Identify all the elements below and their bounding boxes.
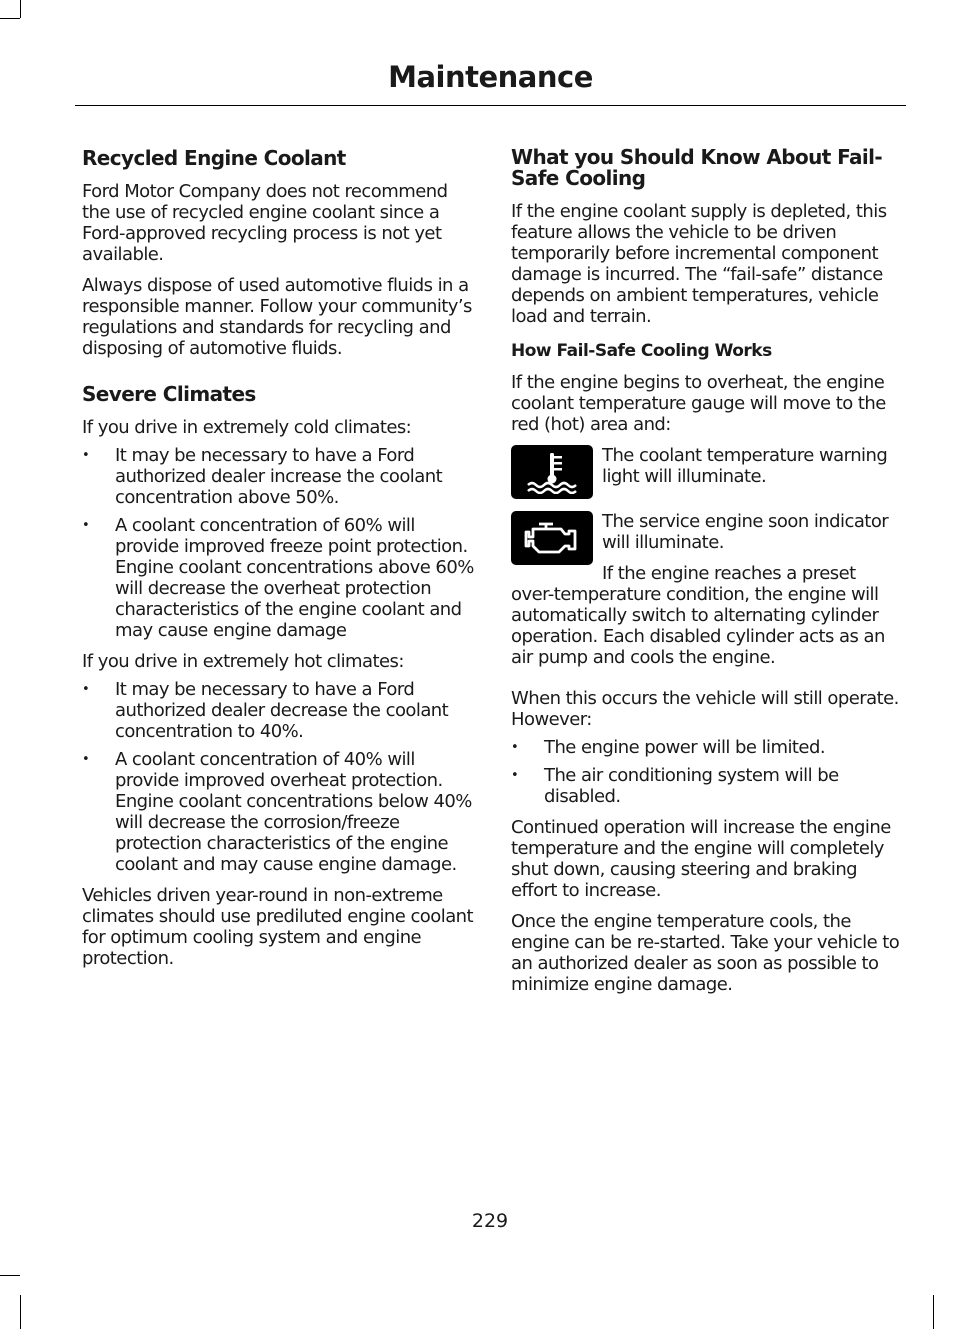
crop-mark-bottom-left-v: [20, 1295, 21, 1329]
crop-mark-top-left-v: [20, 0, 21, 18]
crop-mark-bottom-left-h: [0, 1275, 20, 1276]
coolant-light-row: [511, 445, 903, 505]
list-item: • It may be necessary to have a Ford authorized dealer decrease the coolant concentration to 40%.: [82, 679, 474, 742]
header-rule: [75, 105, 906, 106]
page-title: Maintenance: [388, 60, 593, 94]
climates-closing: Vehicles driven year-round in non-extreme climates should use prediluted engine coolant for optimum cooling system and engine protection.: [82, 885, 474, 969]
spacer: [82, 369, 474, 383]
when-occurs-text: When this occurs the vehicle will still operate. However:: [511, 688, 899, 730]
over-temperature-text: If the engine reaches a preset over-temperature condition, the engine will automatically switch to alternating cylinder operation. Each disabled cylinder acts as an air pump and cools the engine.: [511, 563, 885, 668]
page-number: 229: [471, 1210, 509, 1232]
right-column: [511, 147, 903, 1005]
coolant-temperature-warning-icon: [511, 445, 593, 499]
service-engine-soon-icon: [511, 511, 593, 565]
engine-light-block: [511, 511, 903, 668]
left-column: [82, 147, 474, 979]
how-failsafe-heading: How Fail-Safe Cooling Works: [511, 341, 772, 361]
engine-cools-text: Once the engine temperature cools, the engine can be re-started. Take your vehicle to an authorized dealer as soon as possible to minimize engine damage.: [511, 911, 900, 995]
list-item: • It may be necessary to have a Ford authorized dealer increase the coolant concentration above 50%.: [82, 445, 474, 508]
cold-climates-list: [82, 445, 474, 641]
list-item: • The air conditioning system will be disabled.: [511, 765, 903, 807]
failsafe-heading: What you Should Know About Fail-Safe Cooling: [511, 145, 883, 190]
recycled-paragraph-2: Always dispose of used automotive fluids in a responsible manner. Follow your community’s regulations and standards for recycling and disposing of automotive fluids.: [82, 275, 472, 359]
list-item: • A coolant concentration of 60% will provide improved freeze point protection. Engine coolant concentrations above 60% will decrease the overheat protection characteristics of the engine coolant and may cause engine damage: [82, 515, 474, 641]
cold-climates-intro: If you drive in extremely cold climates:: [82, 417, 412, 438]
crop-mark-top-left-h: [0, 18, 20, 19]
coolant-light-text: The coolant temperature warning light will illuminate.: [602, 445, 888, 487]
how-failsafe-intro: If the engine begins to overheat, the engine coolant temperature gauge will move to the red (hot) area and:: [511, 372, 886, 435]
continued-operation-text: Continued operation will increase the engine temperature and the engine will completely shut down, causing steering and braking effort to increase.: [511, 817, 891, 901]
hot-climates-intro: If you drive in extremely hot climates:: [82, 651, 404, 672]
list-item: • A coolant concentration of 40% will provide improved overheat protection. Engine coolant concentrations below 40% will decrease the corrosion/freeze protection characteristics of the engine coolant and may cause engine damage.: [82, 749, 474, 875]
failsafe-intro: If the engine coolant supply is depleted, this feature allows the vehicle to be driven temporarily before incremental component damage is incurred. The “fail-safe” distance depends on ambient temperatures, vehicle load and terrain.: [511, 201, 887, 327]
hot-climates-list: [82, 679, 474, 875]
engine-light-text: The service engine soon indicator will illuminate.: [602, 511, 889, 553]
limitations-list: [511, 737, 903, 807]
crop-mark-bottom-right-v: [933, 1295, 934, 1329]
recycled-coolant-heading: Recycled Engine Coolant: [82, 146, 346, 170]
severe-climates-heading: Severe Climates: [82, 382, 256, 406]
list-item: • The engine power will be limited.: [511, 737, 903, 758]
recycled-paragraph-1: Ford Motor Company does not recommend the use of recycled engine coolant since a Ford-approved recycling process is not yet available.: [82, 181, 448, 265]
